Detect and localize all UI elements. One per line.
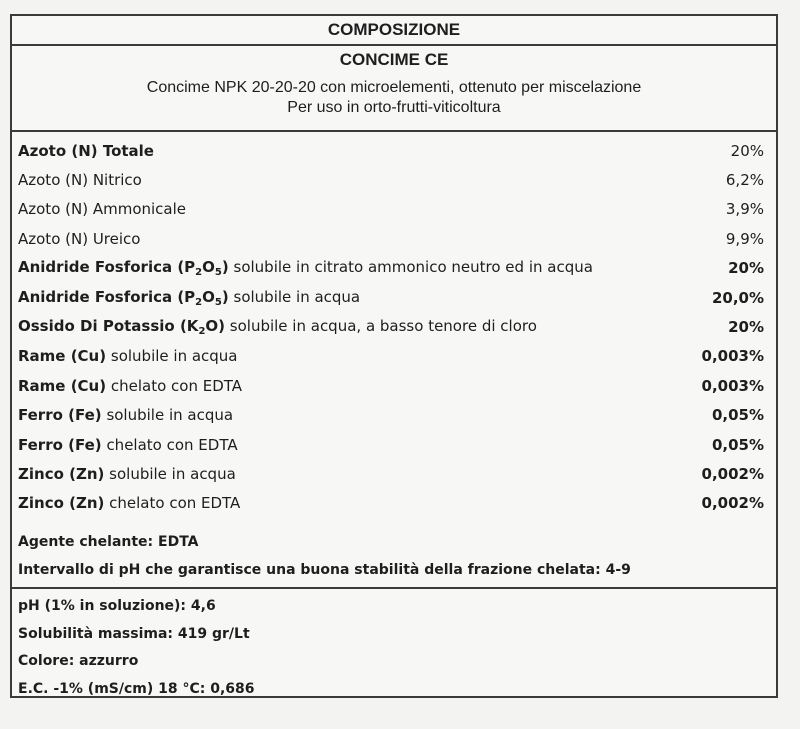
nutrient-table — [12, 132, 776, 518]
nutrient-row — [18, 371, 764, 400]
nutrient-value: 6,2% — [725, 171, 764, 190]
nutrient-value: 20% — [730, 141, 764, 160]
nutrient-value: 0,05% — [711, 435, 764, 454]
chelate-notes — [12, 518, 776, 589]
solubility-value: Solubilità massima: 419 gr/Lt — [18, 625, 250, 642]
nutrient-value: 20% — [728, 259, 764, 278]
nutrient-name: Rame (Cu) chelato con EDTA — [18, 376, 243, 395]
product-description — [12, 74, 776, 132]
ph-value: pH (1% in soluzione): 4,6 — [18, 598, 216, 615]
nutrient-value: 0,003% — [701, 376, 764, 395]
nutrient-name: Ferro (Fe) solubile in acqua — [18, 406, 234, 425]
nutrient-row — [18, 342, 764, 371]
nutrient-value: 0,002% — [701, 464, 764, 483]
nutrient-name: Anidride Fosforica $(P_2O_5)$ solubile in acqua — [18, 287, 361, 308]
ph-range-note: Intervallo di pH che garantisce una buona stabilità della frazione chelata: 4-9 — [18, 562, 631, 579]
nutrient-row — [18, 283, 764, 312]
nutrient-name: Ferro (Fe) chelato con EDTA — [18, 435, 238, 454]
nutrient-name: Azoto (N) Ammonicale — [18, 200, 187, 219]
description-line-1: Concime NPK 20-20-20 con microelementi, ottenuto per miscelazione — [146, 79, 642, 96]
composition-label — [10, 14, 778, 698]
nutrient-row — [18, 136, 764, 165]
composition-title: COMPOSIZIONE — [12, 16, 776, 46]
nutrient-value: 20,0% — [711, 288, 764, 307]
nutrient-name: Zinco (Zn) chelato con EDTA — [18, 494, 241, 513]
color-value: Colore: azzurro — [18, 653, 139, 670]
physical-properties — [12, 589, 776, 707]
nutrient-row — [18, 254, 764, 283]
nutrient-name: Azoto (N) Nitrico — [18, 171, 142, 190]
description-line-2: Per uso in orto-frutti-viticoltura — [287, 99, 501, 116]
nutrient-row — [18, 401, 764, 430]
nutrient-value: 0,002% — [701, 494, 764, 513]
nutrient-value: 20% — [728, 318, 764, 337]
nutrient-value: 0,05% — [711, 406, 764, 425]
nutrient-value: 9,9% — [725, 229, 764, 248]
nutrient-value: 3,9% — [725, 200, 764, 219]
nutrient-row — [18, 489, 764, 518]
nutrient-name: Anidride Fosforica $(P_2O_5)$ solubile in citrato ammonico neutro ed in acqua — [18, 258, 593, 279]
nutrient-name: Azoto (N) Totale — [18, 141, 154, 160]
nutrient-row — [18, 165, 764, 194]
product-type-title: CONCIME CE — [339, 50, 449, 69]
nutrient-name: Zinco (Zn) solubile in acqua — [18, 464, 236, 483]
nutrient-row — [18, 312, 764, 341]
nutrient-name: Ossido Di Potassio $(K_2O)$ solubile in acqua, a basso tenore di cloro — [18, 317, 537, 338]
chelating-agent-note: Agente chelante: EDTA — [18, 534, 199, 551]
nutrient-row — [18, 195, 764, 224]
nutrient-name: Azoto (N) Ureico — [18, 229, 141, 248]
nutrient-value: 0,003% — [701, 347, 764, 366]
nutrient-name: Rame (Cu) solubile in acqua — [18, 347, 238, 366]
ec-value: E.C. -1% (mS/cm) 18 °C: 0,686 — [18, 680, 255, 697]
nutrient-row — [18, 224, 764, 253]
nutrient-row — [18, 430, 764, 459]
nutrient-row — [18, 459, 764, 488]
